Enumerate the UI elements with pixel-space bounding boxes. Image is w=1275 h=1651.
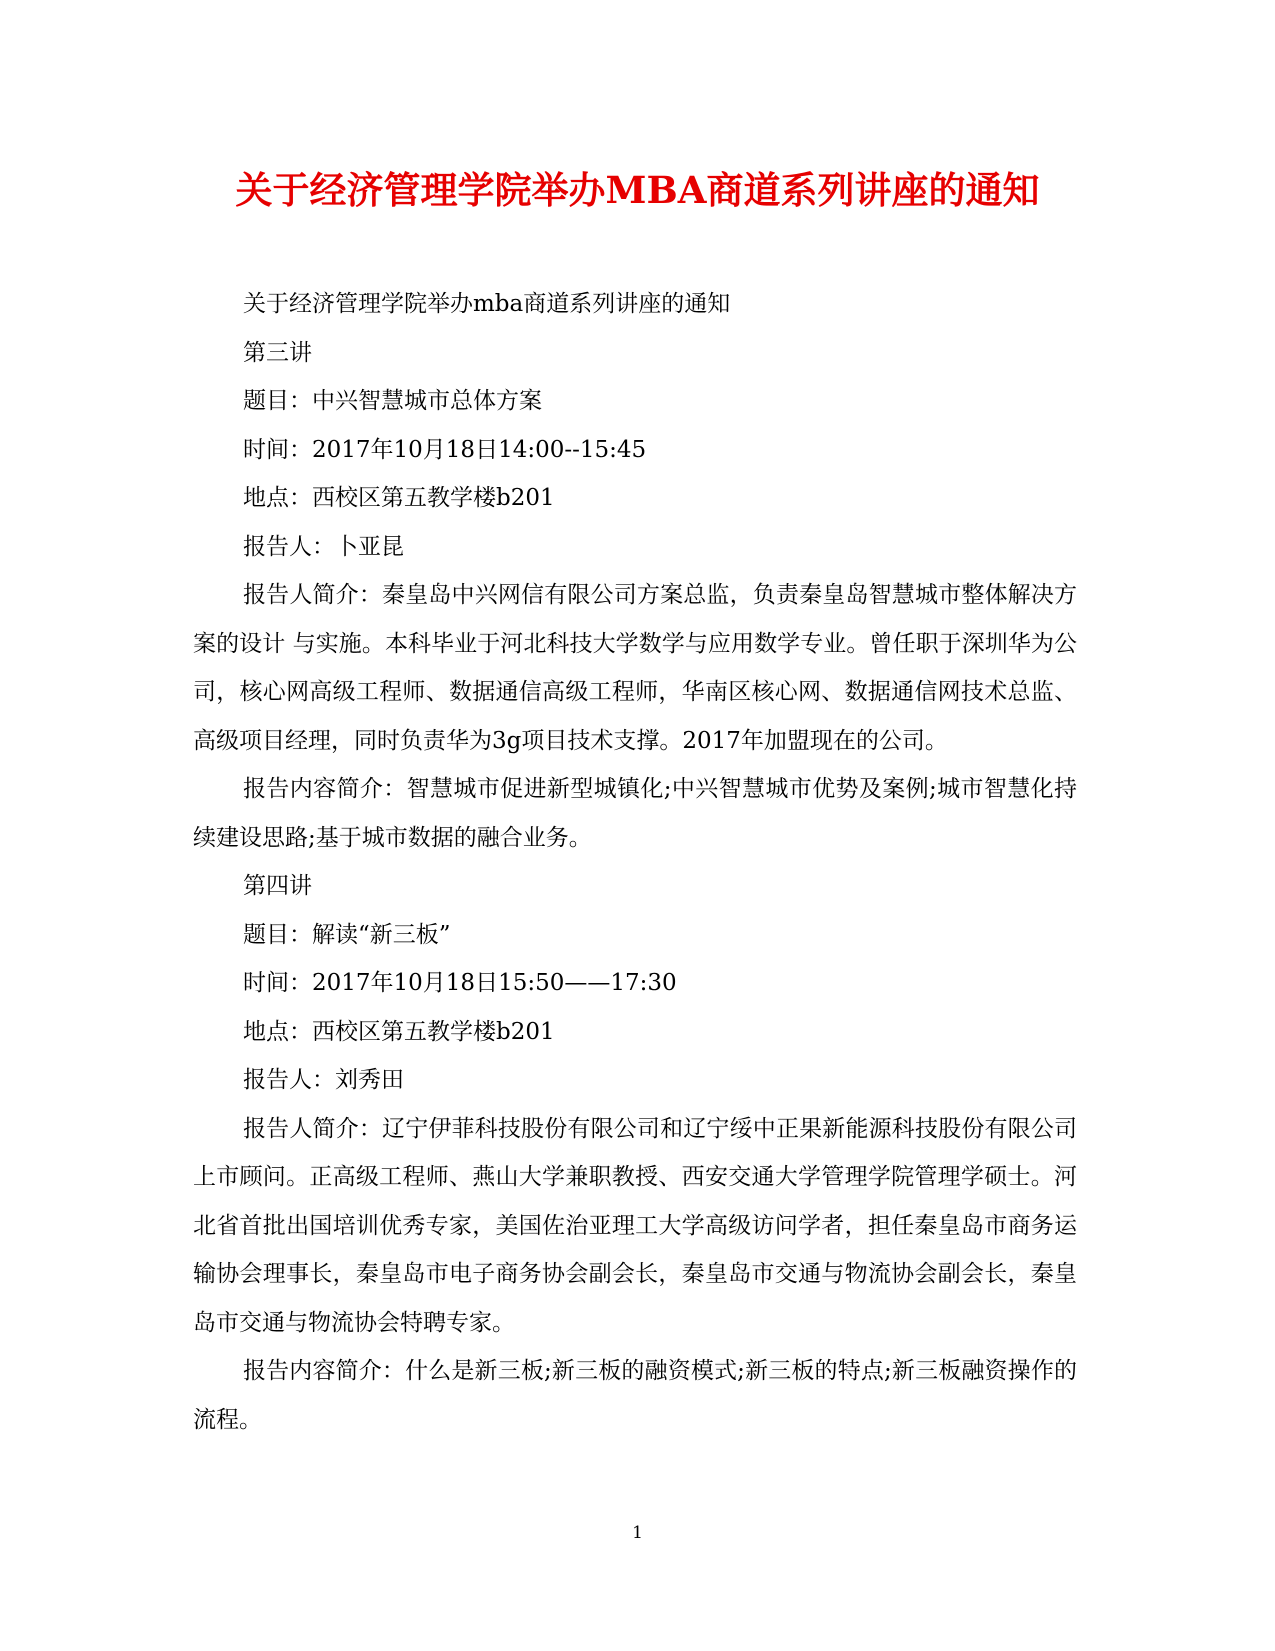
lecture-4-speaker-bio: 报告人简介：辽宁伊菲科技股份有限公司和辽宁绥中正果新能源科技股份有限公司上市顾问。正高级工程师、燕山大学兼职教授、西安交通大学管理学院管理学硕士。河北省首批出国培训优秀专家，美国佐治亚理工大学高级访问学者，担任秦皇岛市商务运输协会理事长，秦皇岛市电子商务协会副会长，秦皇岛市交通与物流协会副会长，秦皇岛市交通与物流协会特聘专家。 [193,1115,1077,1336]
lecture-3-label: 第三讲 [243,339,312,366]
lecture-4-time: 时间：2017年10月18日15:50——17:30 [243,970,677,996]
lecture-3-content-summary: 报告内容简介：智慧城市促进新型城镇化;中兴智慧城市优势及案例;城市智慧化持续建设思路;基于城市数据的融合业务。 [193,776,1077,851]
lecture-4-location: 地点：西校区第五教学楼b201 [243,1018,555,1045]
document-body [193,280,1077,1444]
document-title: 关于经济管理学院举办MBA商道系列讲座的通知 [235,168,1040,212]
lecture-3-topic: 题目：中兴智慧城市总体方案 [243,388,542,414]
lecture-4-label: 第四讲 [243,873,312,899]
page-number: 1 [632,1523,643,1543]
lecture-3-time: 时间：2017年10月18日14:00--15:45 [243,436,647,463]
lecture-3-speaker-bio: 报告人简介：秦皇岛中兴网信有限公司方案总监，负责秦皇岛智慧城市整体解决方案的设计 与实施。本科毕业于河北科技大学数学与应用数学专业。曾任职于深圳华为公司，核心网高级工程师、数据通信高级工程师，华南区核心网、数据通信网技术总监、高级项目经理，同时负责华为3g项目技术支撑。2017年加盟现在的公司。 [193,582,1077,754]
lecture-3-speaker: 报告人：卜亚昆 [243,533,404,560]
lecture-4-topic: 题目：解读“新三板” [243,921,451,948]
intro-heading: 关于经济管理学院举办mba商道系列讲座的通知 [243,291,731,317]
lecture-4-speaker: 报告人：刘秀田 [243,1067,404,1093]
lecture-4-content-summary: 报告内容简介：什么是新三板;新三板的融资模式;新三板的特点;新三板融资操作的流程。 [193,1358,1077,1433]
lecture-3-location: 地点：西校区第五教学楼b201 [243,485,555,511]
